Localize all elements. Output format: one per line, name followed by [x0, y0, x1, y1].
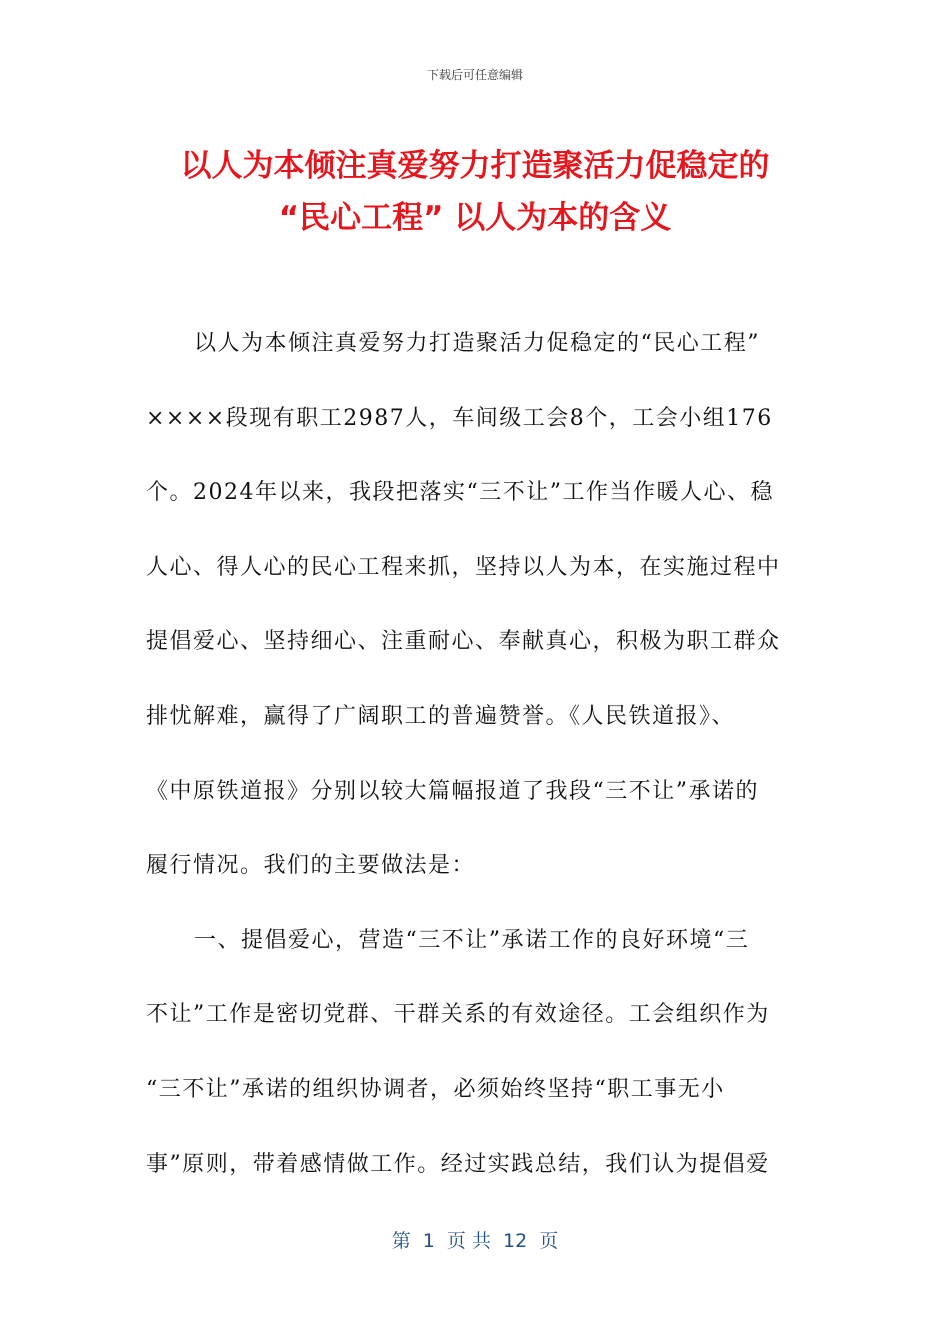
title-line-2: “民心工程” 以人为本的含义 — [278, 200, 672, 236]
body-line: 事”原则，带着感情做工作。经过实践总结，我们认为提倡爱 — [146, 1151, 770, 1177]
title-line-1: 以人为本倾注真爱努力打造聚活力促稳定的 — [180, 148, 770, 184]
body-line: 以人为本倾注真爱努力打造聚活力促稳定的“民心工程” — [194, 331, 760, 356]
body-line: 不让”工作是密切党群、干群关系的有效途径。工会组织作为 — [146, 1002, 770, 1028]
body-line: 一、提倡爱心，营造“三不让”承诺工作的良好环境“三 — [194, 927, 750, 953]
header-note: 下载后可任意编辑 — [426, 68, 523, 82]
page-number-footer: 第 1 页 共 12 页 — [391, 1230, 559, 1252]
body-line: 排忧解难，赢得了广阔职工的普遍赞誉。《人民铁道报》、 — [146, 703, 736, 729]
body-line: ××××段现有职工2987人，车间级工会8个，工会小组176 — [146, 405, 773, 431]
body-line: 个。2024年以来，我段把落实“三不让”工作当作暖人心、稳 — [146, 480, 774, 506]
body-line: “三不让”承诺的组织协调者，必须始终坚持“职工事无小 — [146, 1076, 725, 1102]
document-title — [60, 140, 890, 244]
body-line: 履行情况。我们的主要做法是： — [146, 853, 476, 879]
body-line: 人心、得人心的民心工程来抓，坚持以人为本，在实施过程中 — [146, 554, 781, 580]
body-line: 《中原铁道报》分别以较大篇幅报道了我段“三不让”承诺的 — [146, 778, 759, 804]
body-text — [146, 320, 806, 1215]
body-line: 提倡爱心、坚持细心、注重耐心、奉献真心，积极为职工群众 — [146, 629, 781, 655]
